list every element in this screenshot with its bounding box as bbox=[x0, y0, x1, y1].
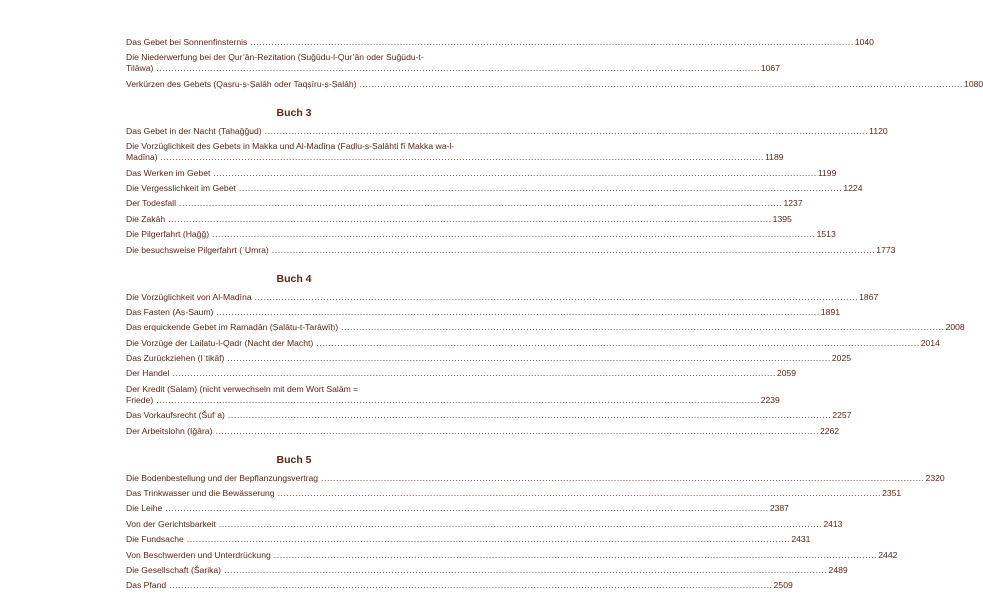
toc-entry-page: 1067 bbox=[760, 63, 780, 74]
section-heading: Buch 4 bbox=[276, 272, 312, 285]
toc-entry-page: 2257 bbox=[832, 410, 852, 421]
toc-entry-page: 1040 bbox=[854, 37, 874, 47]
toc-entry bbox=[126, 52, 780, 74]
toc-entry-page: 1867 bbox=[859, 291, 879, 302]
toc-entry-page: 2014 bbox=[920, 337, 940, 348]
toc-entry bbox=[126, 141, 784, 163]
toc-entry bbox=[126, 37, 874, 48]
toc-section bbox=[126, 272, 965, 437]
toc-entry bbox=[126, 410, 852, 421]
toc-entry-title: Das Vorkaufsrecht (Šufʿa) ..... bbox=[126, 410, 831, 421]
toc-entry-page: 1773 bbox=[876, 244, 896, 255]
toc-entry-title: Die Vorzüglichkeit von Al-Madīna ..... bbox=[126, 292, 858, 303]
toc-entry-title: Das Fasten (Aṣ-Ṣaum) ..... bbox=[126, 307, 820, 318]
toc-entry-page: 1891 bbox=[820, 306, 841, 317]
toc-entry bbox=[126, 518, 843, 530]
toc-entry-title: Die Pilgerfahrt (Ḥaǧǧ) ..... bbox=[126, 229, 816, 240]
toc-entry-page: 2351 bbox=[882, 488, 902, 499]
toc-entry-page: 1080 bbox=[964, 78, 983, 89]
toc-entry-title: Das Werken im Gebet ..... bbox=[126, 168, 817, 179]
toc-entry bbox=[126, 353, 852, 364]
toc-entry-page: 2239 bbox=[760, 394, 780, 405]
toc-entry-page: 2489 bbox=[828, 564, 848, 575]
toc-entry-page: 2320 bbox=[925, 472, 945, 483]
toc-entry bbox=[126, 244, 896, 256]
toc-entry-title: Die Vorzüge der Lailatu-l-Qadr (Nacht der Macht) ..... bbox=[126, 338, 920, 349]
toc-entry bbox=[126, 306, 841, 318]
toc-entry bbox=[126, 488, 902, 499]
toc-entry-page: 2262 bbox=[819, 425, 840, 436]
toc-entry bbox=[126, 125, 888, 137]
toc-entry bbox=[126, 167, 837, 179]
toc-entry-page: 2431 bbox=[791, 534, 811, 545]
toc-entry bbox=[126, 472, 945, 484]
toc-entry bbox=[126, 182, 863, 194]
toc-entry bbox=[126, 534, 811, 545]
toc-entry bbox=[126, 78, 983, 90]
table-of-contents bbox=[126, 37, 983, 596]
toc-entry-title: Das Pfand ..... bbox=[126, 580, 773, 591]
toc-entry bbox=[126, 580, 793, 591]
toc-section bbox=[126, 106, 896, 256]
toc-entry-title: Der Handel ..... bbox=[126, 368, 776, 379]
toc-entry-title: Das Gebet bei Sonnenfinsternis ..... bbox=[126, 37, 854, 48]
toc-entry-title: Die Leihe ..... bbox=[126, 503, 769, 514]
toc-entry-page: 2008 bbox=[945, 322, 965, 333]
toc-entry bbox=[126, 368, 797, 379]
toc-entry-title: Das Zurückziehen (Iʿtikāf) ..... bbox=[126, 353, 831, 364]
toc-entry-page: 2059 bbox=[776, 368, 797, 379]
toc-entry bbox=[126, 229, 836, 240]
toc-entry-title: Der Arbeitslohn (Iǧāra) ..... bbox=[126, 426, 819, 437]
toc-entry-title: Die Gesellschaft (Šarika) ..... bbox=[126, 565, 828, 576]
toc-entry-title: Die Bodenbestellung und der Bepflanzungsvertrag ..... bbox=[126, 473, 925, 484]
toc-entry-title: Von der Gerichtsbarkeit ..... bbox=[126, 519, 822, 530]
toc-entry bbox=[126, 549, 898, 561]
toc-entry-title: Die Fundsache ..... bbox=[126, 534, 790, 545]
toc-entry-title: Das Trinkwasser und die Bewässerung ..... bbox=[126, 488, 881, 499]
toc-entry-page: 2387 bbox=[769, 503, 789, 514]
toc-entry-title: Der Todesfall ..... bbox=[126, 198, 783, 209]
toc-entry bbox=[126, 291, 879, 303]
toc-entry-title: Von Beschwerden und Unterdrückung ..... bbox=[126, 550, 877, 561]
toc-entry bbox=[126, 213, 792, 225]
toc-sections bbox=[126, 106, 965, 592]
section-heading: Buch 5 bbox=[276, 453, 312, 466]
toc-entry bbox=[126, 383, 780, 406]
toc-entry-page: 1120 bbox=[869, 125, 888, 136]
toc-entry-page: 2025 bbox=[831, 353, 852, 364]
section-heading: Buch 3 bbox=[276, 106, 312, 119]
toc-entry-title: Die Niederwerfung bei der Qur’ān-Rezitation (Suǧūdu-l-Qur’ān oder Suǧūdu-t-Tilāwa) ..... bbox=[126, 52, 760, 74]
toc-entry-page: 1513 bbox=[816, 229, 836, 240]
toc-entry-title: Das Gebet in der Nacht (Tahaǧǧud) ..... bbox=[126, 126, 868, 137]
toc-entry-page: 2442 bbox=[878, 549, 898, 560]
toc-entry bbox=[126, 564, 848, 576]
toc-entry-title: Der Kredit (Salam) (nicht verwechseln mit dem Wort Salām = Friede) ..... bbox=[126, 384, 760, 406]
toc-entry-title: Verkürzen des Gebets (Qaṣru-ṣ-Ṣalāh oder Taqṣīru-ṣ-Ṣalāh) ..... bbox=[126, 79, 963, 90]
toc-entry-title: Die besuchsweise Pilgerfahrt (ʿUmra) ..... bbox=[126, 245, 875, 256]
toc-entry-page: 2413 bbox=[823, 518, 843, 529]
toc-entry-title: Die Zakāh ..... bbox=[126, 214, 772, 225]
toc-entry-title: Das erquickende Gebet im Ramaḍān (Ṣalātu-t-Tarāwīḥ) ..... bbox=[126, 322, 945, 333]
toc-entry-page: 1395 bbox=[772, 213, 792, 224]
toc-entry-page: 1237 bbox=[783, 198, 803, 209]
toc-entry-page: 1224 bbox=[843, 182, 863, 193]
toc-entry bbox=[126, 503, 789, 514]
toc-entry-title: Die Vorzüglichkeit des Gebets in Makka und Al-Madīna (Faḍlu-ṣ-Ṣalāhti fī Makka wa-l-Madīna) ..... bbox=[126, 141, 764, 163]
toc-intro-block bbox=[126, 37, 983, 90]
toc-entry-page: 2509 bbox=[773, 580, 793, 591]
toc-entry bbox=[126, 198, 803, 209]
toc-entry bbox=[126, 425, 840, 437]
toc-entry bbox=[126, 322, 965, 333]
toc-entry bbox=[126, 337, 940, 349]
toc-entry-title: Die Vergesslichkeit im Gebet ..... bbox=[126, 183, 842, 194]
toc-entry-page: 1199 bbox=[817, 167, 837, 178]
toc-section bbox=[126, 453, 945, 592]
toc-entry-page: 1189 bbox=[765, 152, 784, 163]
